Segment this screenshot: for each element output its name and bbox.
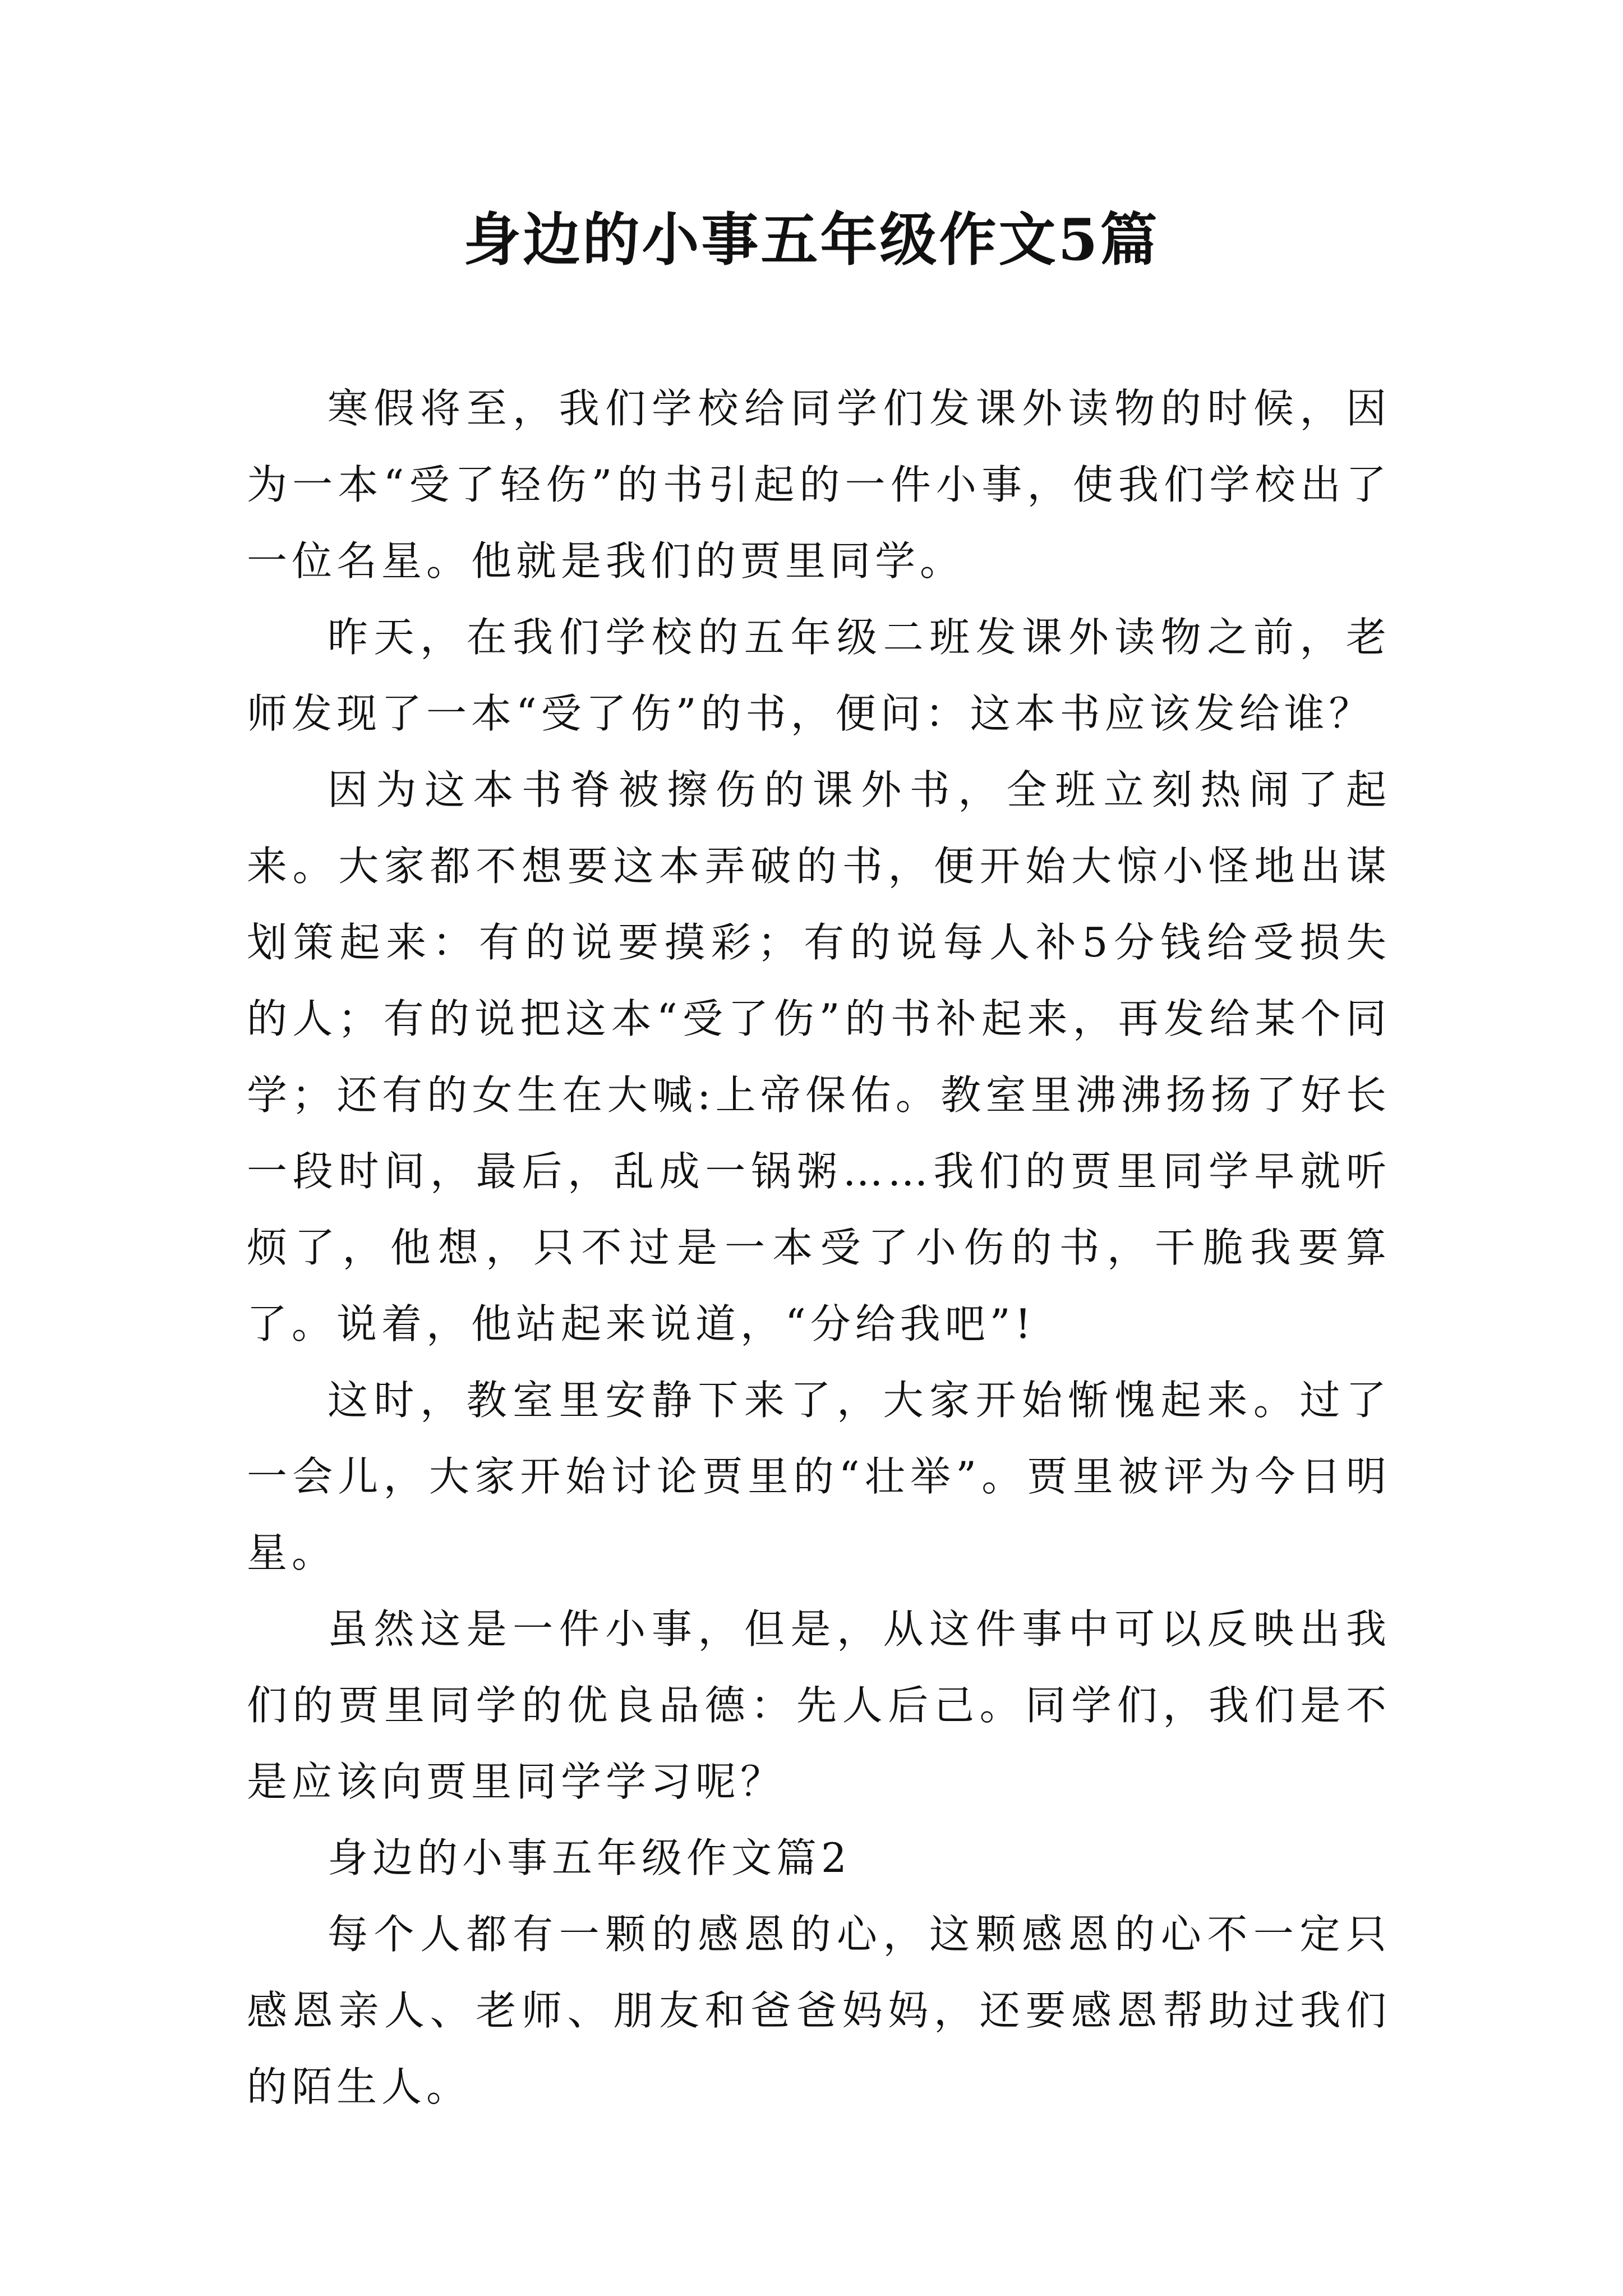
paragraph: 这时，教室里安静下来了，大家开始惭愧起来。过了一会儿，大家开始讨论贾里的“壮举”。贾里被评为今日明星。 — [247, 1377, 1391, 1576]
paragraph: 昨天，在我们学校的五年级二班发课外读物之前，老师发现了一本“受了伤”的书，便问：这本书应该发给谁？ — [247, 614, 1391, 737]
document-body — [247, 370, 1391, 2125]
paragraph: 因为这本书脊被擦伤的课外书，全班立刻热闹了起来。大家都不想要这本弄破的书，便开始大惊小怪地出谋划策起来：有的说要摸彩；有的说每人补5分钱给受损失的人；有的说把这本“受了伤”的书补起来，再发给某个同学；还有的女生在大喊:上帝保佑。教室里沸沸扬扬了好长一段时间，最后，乱成一锅粥……我们的贾里同学早就听烦了，他想，只不过是一本受了小伤的书，干脆我要算了。说着，他站起来说道，“分给我吧”! — [247, 766, 1391, 1347]
section-heading: 身边的小事五年级作文篇2 — [328, 1834, 851, 1881]
document-title: 身边的小事五年级作文5篇 — [463, 206, 1160, 274]
paragraph: 每个人都有一颗的感恩的心，这颗感恩的心不一定只感恩亲人、老师、朋友和爸爸妈妈，还要感恩帮助过我们的陌生人。 — [247, 1911, 1391, 2110]
paragraph: 寒假将至，我们学校给同学们发课外读物的时候，因为一本“受了轻伤”的书引起的一件小事，使我们学校出了一位名星。他就是我们的贾里同学。 — [247, 385, 1391, 585]
paragraph: 虽然这是一件小事，但是，从这件事中可以反映出我们的贾里同学的优良品德：先人后己。同学们，我们是不是应该向贾里同学学习呢？ — [247, 1605, 1391, 1805]
